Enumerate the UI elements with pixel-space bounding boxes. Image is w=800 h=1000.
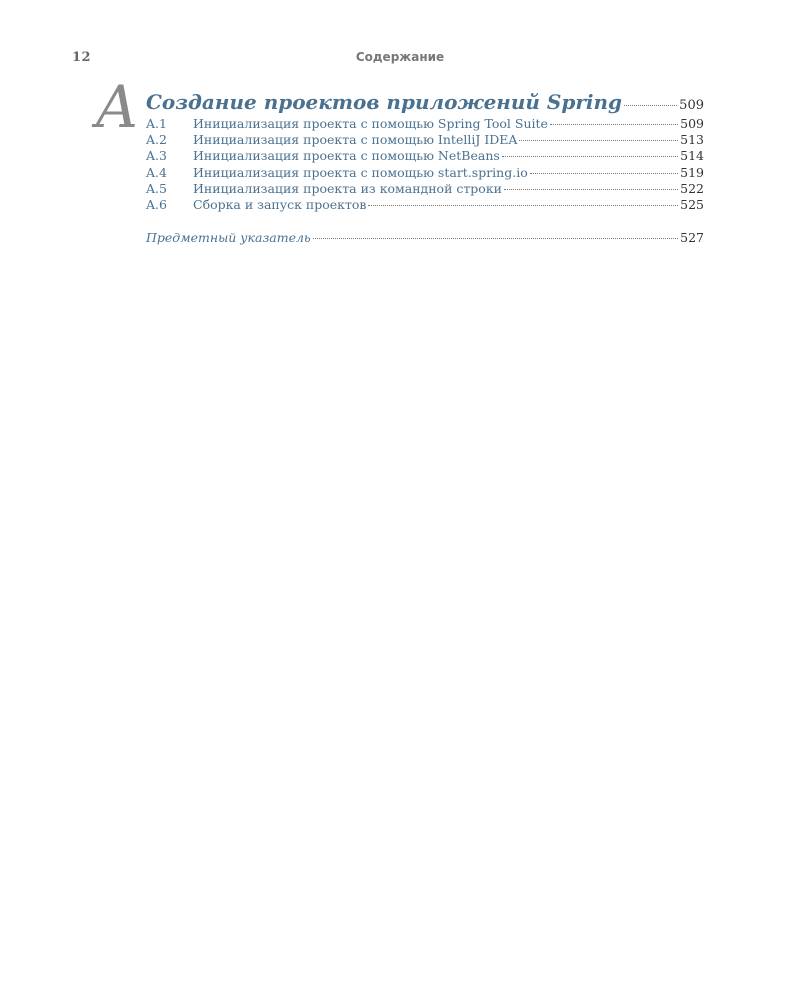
page-number: 12 <box>72 50 92 65</box>
toc-section-entry[interactable] <box>146 148 704 164</box>
toc-section-entry[interactable] <box>146 132 704 148</box>
chapter-title: Создание проектов приложений Spring <box>146 90 623 114</box>
section-title: Сборка и запуск проектов <box>193 196 367 212</box>
chapter-letter: A <box>96 73 138 141</box>
section-title: Инициализация проекта с помощью start.spring.io <box>193 164 528 180</box>
section-title: Инициализация проекта с помощью Spring Tool Suite <box>193 116 548 131</box>
section-title: Инициализация проекта из командной строки <box>193 180 502 196</box>
toc-section-entry[interactable] <box>146 197 704 213</box>
section-page-number: 525 <box>680 196 704 212</box>
table-of-contents <box>146 90 704 245</box>
section-number: A.2 <box>146 132 167 148</box>
dot-leader <box>519 140 678 141</box>
section-page-number: 514 <box>680 148 704 164</box>
dot-leader <box>624 105 677 106</box>
section-number: A.3 <box>146 148 167 164</box>
section-title: Инициализация проекта с помощью IntelliJ IDEA <box>193 132 518 148</box>
chapter-page-number: 509 <box>679 98 704 113</box>
dot-leader <box>550 124 678 125</box>
section-number: A.5 <box>146 180 167 196</box>
running-header: Содержание <box>355 50 445 64</box>
toc-section-entry[interactable] <box>146 165 704 181</box>
section-number: A.6 <box>146 196 167 212</box>
section-title: Инициализация проекта с помощью NetBeans <box>193 148 500 164</box>
index-page-number: 527 <box>680 230 704 246</box>
section-page-number: 509 <box>680 116 704 131</box>
toc-section-entry[interactable] <box>146 181 704 197</box>
toc-index-entry[interactable] <box>146 230 704 245</box>
section-page-number: 513 <box>680 132 704 148</box>
dot-leader <box>368 205 678 206</box>
section-page-number: 519 <box>680 164 704 180</box>
toc-section-entry[interactable] <box>146 116 704 132</box>
section-number: A.4 <box>146 164 167 180</box>
section-number: A.1 <box>146 116 167 131</box>
index-title: Предметный указатель <box>146 230 311 246</box>
dot-leader <box>504 189 678 190</box>
dot-leader <box>502 156 678 157</box>
section-page-number: 522 <box>680 180 704 196</box>
dot-leader <box>530 173 678 174</box>
dot-leader <box>313 238 678 239</box>
toc-chapter-entry[interactable] <box>146 90 704 116</box>
